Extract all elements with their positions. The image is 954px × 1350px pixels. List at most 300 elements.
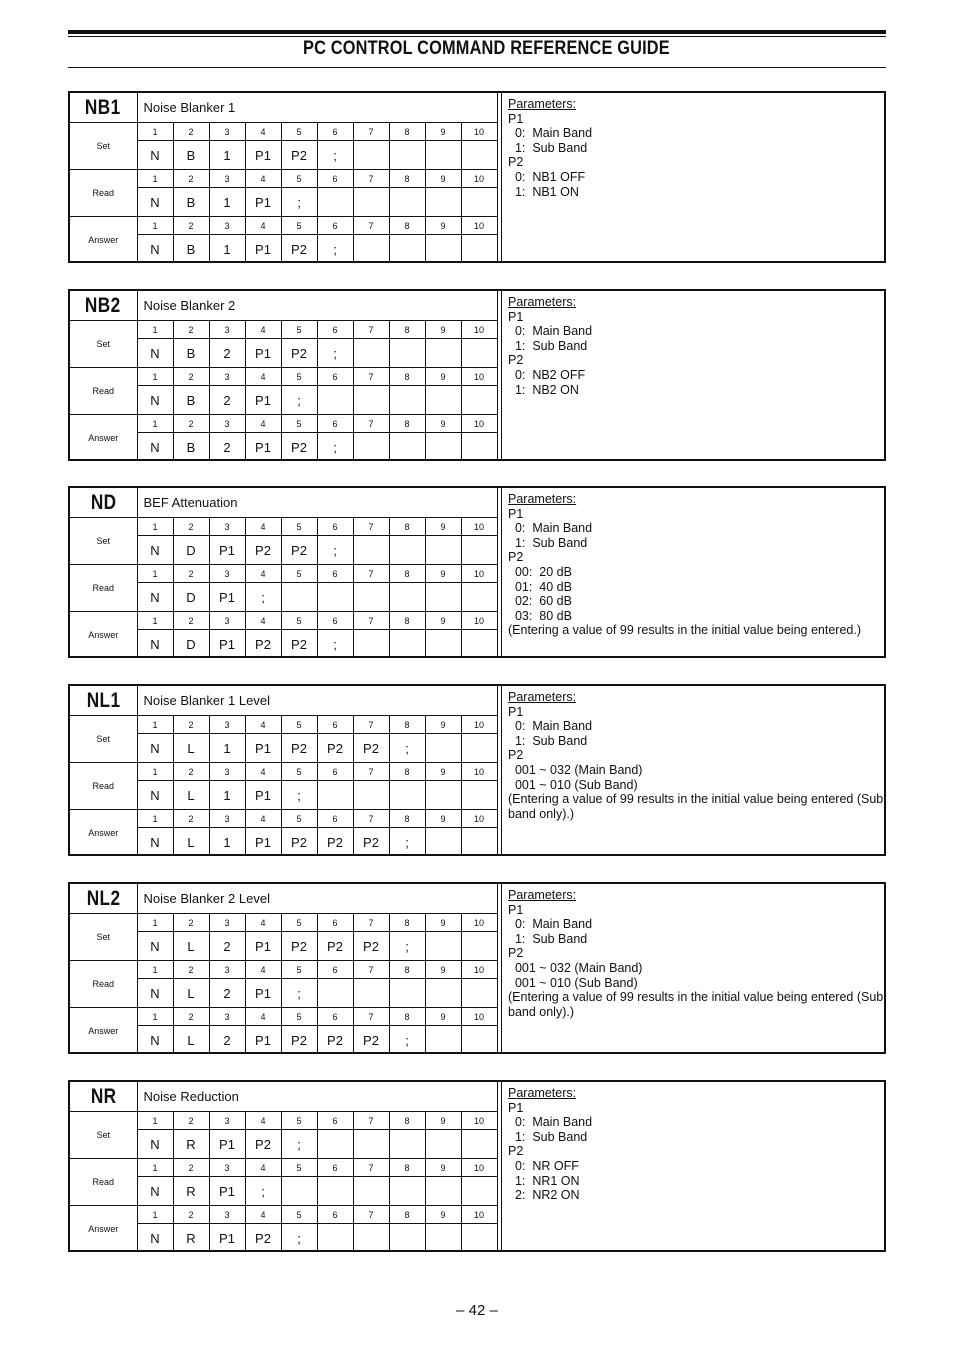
position-number: 5 [281, 415, 317, 433]
command-char [353, 235, 389, 264]
position-number: 3 [209, 1206, 245, 1224]
parameter-line: 001 ~ 032 (Main Band) [508, 762, 643, 777]
position-number: 5 [281, 763, 317, 781]
position-number: 10 [461, 763, 497, 781]
position-number: 2 [173, 321, 209, 339]
command-char [389, 1130, 425, 1159]
position-number: 7 [353, 217, 389, 235]
position-number: 3 [209, 217, 245, 235]
parameter-line: 1: NB1 ON [508, 184, 579, 199]
command-char: N [137, 781, 173, 810]
command-char: ; [281, 1224, 317, 1253]
command-char [425, 734, 461, 763]
command-char: P2 [353, 1026, 389, 1055]
command-char [461, 339, 497, 368]
parameters-heading: Parameters: [508, 888, 577, 902]
command-char [389, 339, 425, 368]
position-number: 3 [209, 763, 245, 781]
command-char [425, 433, 461, 462]
position-number: 4 [245, 368, 281, 386]
position-number: 8 [389, 1112, 425, 1130]
command-format-table [70, 1082, 498, 1252]
command-char: P1 [209, 1130, 245, 1159]
command-char: P1 [245, 339, 281, 368]
position-number: 1 [137, 415, 173, 433]
command-char: P2 [245, 536, 281, 565]
parameter-line: P2 [508, 748, 524, 763]
command-char [317, 188, 353, 217]
parameters-panel [501, 488, 884, 656]
command-char: P1 [245, 386, 281, 415]
row-label-read: Read [70, 368, 137, 415]
position-number: 10 [461, 914, 497, 932]
position-number: 9 [425, 914, 461, 932]
row-label-answer: Answer [70, 1206, 137, 1253]
parameter-line: P2 [508, 353, 524, 368]
command-char: ; [317, 235, 353, 264]
command-char: P2 [281, 630, 317, 659]
command-char [425, 1026, 461, 1055]
position-number: 1 [137, 565, 173, 583]
position-number: 7 [353, 368, 389, 386]
command-char: 1 [209, 235, 245, 264]
command-char [317, 583, 353, 612]
position-number: 2 [173, 170, 209, 188]
command-char [425, 583, 461, 612]
command-char: L [173, 734, 209, 763]
command-char: ; [245, 1177, 281, 1206]
command-char [461, 141, 497, 170]
command-char [389, 141, 425, 170]
position-number: 6 [317, 123, 353, 141]
position-number: 2 [173, 763, 209, 781]
parameter-line: 03: 80 dB [508, 608, 572, 623]
command-char: D [173, 536, 209, 565]
command-char: ; [281, 979, 317, 1008]
row-label-answer: Answer [70, 612, 137, 659]
position-number: 9 [425, 170, 461, 188]
position-number: 5 [281, 368, 317, 386]
position-number: 6 [317, 1206, 353, 1224]
position-number: 9 [425, 810, 461, 828]
command-char [389, 386, 425, 415]
parameter-line: (Entering a value of 99 results in the initial value being entered (Sub band only).) [508, 990, 884, 1019]
position-number: 2 [173, 914, 209, 932]
command-char [317, 1224, 353, 1253]
position-number: 6 [317, 763, 353, 781]
command-char: P2 [317, 828, 353, 857]
command-char: ; [389, 734, 425, 763]
command-char: N [137, 536, 173, 565]
command-char [425, 188, 461, 217]
command-char: B [173, 235, 209, 264]
command-char [425, 1177, 461, 1206]
parameter-line: P1 [508, 902, 524, 917]
command-char [353, 1177, 389, 1206]
command-char [353, 386, 389, 415]
row-label-read: Read [70, 1159, 137, 1206]
position-number: 2 [173, 565, 209, 583]
command-char: P1 [245, 141, 281, 170]
position-number: 3 [209, 123, 245, 141]
command-char [461, 536, 497, 565]
command-char [461, 583, 497, 612]
parameter-line: 0: Main Band [508, 719, 593, 734]
command-char: P2 [281, 828, 317, 857]
row-label-answer: Answer [70, 1008, 137, 1055]
command-char: 1 [209, 188, 245, 217]
command-char [389, 979, 425, 1008]
parameters-heading: Parameters: [508, 1086, 577, 1100]
command-char: P2 [317, 734, 353, 763]
command-code: ND [90, 490, 117, 514]
position-number: 7 [353, 565, 389, 583]
page-number: – 42 – [456, 1302, 498, 1319]
command-char: N [137, 1224, 173, 1253]
parameters-panel [501, 884, 884, 1052]
command-char: N [137, 1177, 173, 1206]
command-char: ; [317, 433, 353, 462]
position-number: 1 [137, 123, 173, 141]
position-number: 4 [245, 518, 281, 536]
parameter-line: 0: Main Band [508, 324, 593, 339]
command-char [425, 781, 461, 810]
position-number: 9 [425, 368, 461, 386]
position-number: 2 [173, 518, 209, 536]
command-char: N [137, 235, 173, 264]
position-number: 9 [425, 518, 461, 536]
parameter-line: P1 [508, 704, 524, 719]
position-number: 8 [389, 565, 425, 583]
command-char: ; [317, 141, 353, 170]
position-number: 7 [353, 716, 389, 734]
parameter-line: P1 [508, 111, 524, 126]
parameter-line: (Entering a value of 99 results in the initial value being entered (Sub band only).) [508, 792, 884, 821]
position-number: 4 [245, 612, 281, 630]
position-number: 4 [245, 1112, 281, 1130]
command-char [317, 1130, 353, 1159]
command-char [425, 932, 461, 961]
command-char: N [137, 979, 173, 1008]
position-number: 6 [317, 1159, 353, 1177]
position-number: 10 [461, 217, 497, 235]
row-label-read: Read [70, 961, 137, 1008]
position-number: 5 [281, 914, 317, 932]
position-number: 2 [173, 1008, 209, 1026]
position-number: 1 [137, 961, 173, 979]
command-char [425, 979, 461, 1008]
command-char [461, 386, 497, 415]
parameter-line: 2: NR2 ON [508, 1188, 580, 1203]
parameter-line: P2 [508, 155, 524, 170]
position-number: 8 [389, 368, 425, 386]
row-label-read: Read [70, 170, 137, 217]
command-char [461, 1224, 497, 1253]
command-char: L [173, 1026, 209, 1055]
command-code: NB2 [85, 293, 122, 317]
position-number: 6 [317, 321, 353, 339]
command-char [353, 433, 389, 462]
position-number: 2 [173, 612, 209, 630]
command-char: P2 [245, 1130, 281, 1159]
position-number: 1 [137, 612, 173, 630]
command-char [389, 781, 425, 810]
parameter-line: 0: NB2 OFF [508, 367, 586, 382]
parameter-line: 1: Sub Band [508, 733, 588, 748]
position-number: 10 [461, 716, 497, 734]
position-number: 8 [389, 1008, 425, 1026]
row-label-set: Set [70, 321, 137, 368]
command-char: ; [389, 1026, 425, 1055]
command-char [425, 828, 461, 857]
command-char: N [137, 339, 173, 368]
row-label-answer: Answer [70, 415, 137, 462]
command-block [68, 684, 886, 856]
command-char [461, 235, 497, 264]
command-char [317, 386, 353, 415]
position-number: 5 [281, 1112, 317, 1130]
position-number: 9 [425, 763, 461, 781]
command-char: B [173, 141, 209, 170]
parameter-line: 0: Main Band [508, 917, 593, 932]
position-number: 4 [245, 321, 281, 339]
command-char: P1 [209, 1177, 245, 1206]
position-number: 3 [209, 914, 245, 932]
command-char: P1 [245, 433, 281, 462]
command-char [425, 141, 461, 170]
command-char: P1 [245, 1026, 281, 1055]
command-char: ; [317, 536, 353, 565]
position-number: 6 [317, 518, 353, 536]
command-char [461, 1130, 497, 1159]
command-char: P2 [281, 141, 317, 170]
command-char [389, 583, 425, 612]
parameter-line: 0: NR OFF [508, 1158, 579, 1173]
row-label-set: Set [70, 914, 137, 961]
position-number: 6 [317, 961, 353, 979]
position-number: 3 [209, 518, 245, 536]
position-number: 8 [389, 961, 425, 979]
command-block [68, 486, 886, 658]
command-char [317, 1177, 353, 1206]
command-format-table [70, 686, 498, 856]
position-number: 7 [353, 170, 389, 188]
command-code-cell [70, 93, 137, 123]
position-number: 1 [137, 518, 173, 536]
command-char: ; [389, 932, 425, 961]
parameter-line: 0: Main Band [508, 521, 593, 536]
command-block [68, 289, 886, 461]
command-char [461, 781, 497, 810]
position-number: 4 [245, 565, 281, 583]
command-char: ; [281, 1130, 317, 1159]
position-number: 1 [137, 1112, 173, 1130]
parameter-line: P2 [508, 1144, 524, 1159]
command-code: NB1 [85, 95, 122, 119]
command-char: B [173, 188, 209, 217]
position-number: 8 [389, 321, 425, 339]
parameter-line: 1: Sub Band [508, 140, 588, 155]
command-char: N [137, 1026, 173, 1055]
position-number: 2 [173, 368, 209, 386]
position-number: 9 [425, 565, 461, 583]
command-char: L [173, 979, 209, 1008]
position-number: 6 [317, 415, 353, 433]
position-number: 6 [317, 368, 353, 386]
command-char [317, 781, 353, 810]
command-char [461, 932, 497, 961]
parameter-line: 001 ~ 010 (Sub Band) [508, 777, 638, 792]
position-number: 2 [173, 217, 209, 235]
parameters-panel [501, 686, 884, 854]
command-char: D [173, 630, 209, 659]
command-name: Noise Blanker 2 Level [137, 884, 497, 914]
command-char: L [173, 828, 209, 857]
command-char: 1 [209, 828, 245, 857]
position-number: 6 [317, 1008, 353, 1026]
command-char: 2 [209, 433, 245, 462]
command-char: B [173, 339, 209, 368]
command-char: 2 [209, 1026, 245, 1055]
position-number: 8 [389, 914, 425, 932]
command-char: D [173, 583, 209, 612]
command-char [425, 630, 461, 659]
parameter-line: 1: Sub Band [508, 931, 588, 946]
row-label-set: Set [70, 123, 137, 170]
command-char: R [173, 1130, 209, 1159]
position-number: 8 [389, 217, 425, 235]
position-number: 4 [245, 415, 281, 433]
position-number: 7 [353, 1159, 389, 1177]
command-char: ; [317, 630, 353, 659]
position-number: 5 [281, 170, 317, 188]
command-char [389, 536, 425, 565]
command-char: 2 [209, 339, 245, 368]
command-char: ; [281, 781, 317, 810]
position-number: 8 [389, 763, 425, 781]
command-char: P2 [245, 1224, 281, 1253]
command-char: 1 [209, 781, 245, 810]
row-label-read: Read [70, 763, 137, 810]
parameter-line: P2 [508, 946, 524, 961]
command-char: N [137, 734, 173, 763]
position-number: 3 [209, 1112, 245, 1130]
command-format-table [70, 884, 498, 1054]
command-char: P1 [245, 235, 281, 264]
command-char: P2 [353, 734, 389, 763]
position-number: 1 [137, 810, 173, 828]
command-char: P1 [245, 734, 281, 763]
command-char: N [137, 141, 173, 170]
parameter-line: 0: Main Band [508, 126, 593, 141]
command-char: P1 [245, 781, 281, 810]
command-char: R [173, 1177, 209, 1206]
position-number: 5 [281, 1159, 317, 1177]
command-char: P2 [317, 1026, 353, 1055]
position-number: 10 [461, 1112, 497, 1130]
position-number: 1 [137, 914, 173, 932]
position-number: 5 [281, 716, 317, 734]
position-number: 5 [281, 518, 317, 536]
command-char: N [137, 932, 173, 961]
command-char [389, 1177, 425, 1206]
position-number: 7 [353, 810, 389, 828]
command-char [353, 781, 389, 810]
position-number: 1 [137, 368, 173, 386]
position-number: 1 [137, 217, 173, 235]
row-label-set: Set [70, 716, 137, 763]
header-rule-thin [68, 36, 886, 37]
command-char: N [137, 433, 173, 462]
command-block [68, 91, 886, 263]
position-number: 3 [209, 368, 245, 386]
command-code-cell [70, 1082, 137, 1112]
command-char [461, 828, 497, 857]
position-number: 5 [281, 565, 317, 583]
command-char: P2 [281, 536, 317, 565]
command-char: ; [389, 828, 425, 857]
command-char: N [137, 630, 173, 659]
position-number: 10 [461, 368, 497, 386]
position-number: 7 [353, 415, 389, 433]
parameters-panel [501, 93, 884, 261]
position-number: 9 [425, 1008, 461, 1026]
row-label-read: Read [70, 565, 137, 612]
command-char: P2 [281, 1026, 317, 1055]
position-number: 2 [173, 961, 209, 979]
parameter-line: 1: NB2 ON [508, 382, 579, 397]
command-char [353, 1130, 389, 1159]
command-name: Noise Blanker 1 [137, 93, 497, 123]
position-number: 6 [317, 914, 353, 932]
position-number: 6 [317, 565, 353, 583]
command-char: B [173, 386, 209, 415]
command-format-table [70, 93, 498, 263]
command-code-cell [70, 686, 137, 716]
position-number: 3 [209, 716, 245, 734]
position-number: 2 [173, 415, 209, 433]
parameter-line: 0: NB1 OFF [508, 169, 586, 184]
position-number: 5 [281, 1206, 317, 1224]
command-char: P2 [281, 339, 317, 368]
position-number: 7 [353, 518, 389, 536]
parameter-line: 01: 40 dB [508, 579, 572, 594]
command-code: NL2 [86, 886, 121, 910]
command-char [425, 235, 461, 264]
position-number: 8 [389, 716, 425, 734]
row-label-answer: Answer [70, 217, 137, 264]
position-number: 9 [425, 961, 461, 979]
parameter-line: P1 [508, 309, 524, 324]
command-char: P1 [245, 932, 281, 961]
command-char: P2 [353, 828, 389, 857]
command-char: P2 [281, 734, 317, 763]
parameter-line: 00: 20 dB [508, 564, 572, 579]
position-number: 9 [425, 415, 461, 433]
command-char [389, 433, 425, 462]
position-number: 2 [173, 1159, 209, 1177]
position-number: 1 [137, 763, 173, 781]
command-code: NL1 [86, 688, 121, 712]
command-char: P1 [209, 1224, 245, 1253]
position-number: 3 [209, 170, 245, 188]
parameter-line: 1: Sub Band [508, 338, 588, 353]
command-char: 2 [209, 979, 245, 1008]
row-label-answer: Answer [70, 810, 137, 857]
position-number: 10 [461, 810, 497, 828]
position-number: 9 [425, 612, 461, 630]
command-char [461, 1026, 497, 1055]
